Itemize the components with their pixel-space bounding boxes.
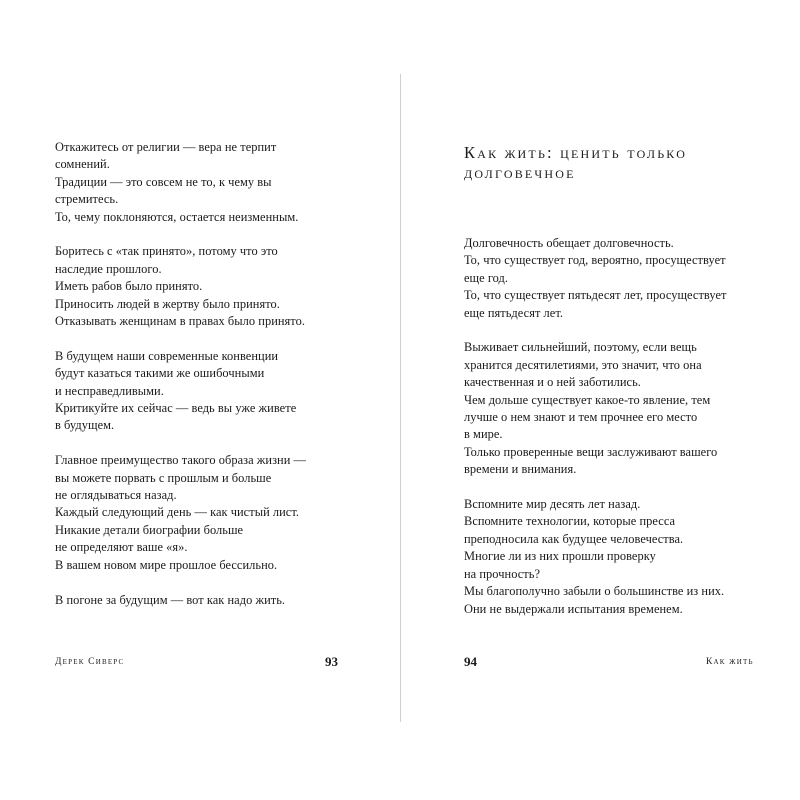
- right-page-body: [464, 235, 764, 618]
- chapter-title-line: долговечное: [464, 163, 576, 182]
- left-page-body: [55, 139, 355, 609]
- text-line: Чем дольше существует какое-то явление, тем: [464, 392, 711, 407]
- paragraph: [464, 235, 764, 322]
- text-line: хранится десятилетиями, это значит, что она: [464, 357, 702, 372]
- text-line: вы можете порвать с прошлым и больше: [55, 470, 272, 485]
- text-line: Вспомните мир десять лет назад.: [464, 497, 641, 512]
- paragraph: [55, 139, 355, 226]
- text-line: будут казаться такими же ошибочными: [55, 366, 265, 381]
- text-line: в будущем.: [55, 418, 115, 433]
- text-line: Только проверенные вещи заслуживают вашего: [464, 444, 718, 459]
- text-line: качественная и о ней заботились.: [464, 375, 641, 390]
- text-line: В будущем наши современные конвенции: [55, 348, 279, 363]
- chapter-title-line: Как жить: ценить только: [464, 143, 688, 162]
- text-line: То, что существует пятьдесят лет, просуществует: [464, 288, 727, 303]
- text-line: В погоне за будущим — вот как надо жить.: [55, 592, 286, 607]
- text-line: То, чему поклоняются, остается неизменным.: [55, 209, 299, 224]
- paragraph: [55, 592, 355, 609]
- text-line: Отказывать женщинам в правах было принято.: [55, 314, 306, 329]
- page-number-right: 94: [464, 654, 477, 669]
- text-line: Боритесь с «так принято», потому что это: [55, 244, 278, 259]
- text-line: преподносила как будущее человечества.: [464, 531, 684, 546]
- text-line: еще пятьдесят лет.: [464, 305, 564, 320]
- paragraph: [464, 339, 764, 478]
- text-line: Главное преимущество такого образа жизни —: [55, 453, 306, 468]
- text-line: на прочность?: [464, 566, 541, 581]
- text-line: не определяют ваше «я».: [55, 540, 188, 555]
- text-line: Приносить людей в жертву было принято.: [55, 296, 280, 311]
- text-line: То, что существует год, вероятно, просуществует: [464, 253, 726, 268]
- text-line: Традиции — это совсем не то, к чему вы: [55, 174, 272, 189]
- text-line: времени и внимания.: [464, 462, 577, 477]
- text-line: сомнений.: [55, 157, 110, 172]
- text-line: Критикуйте их сейчас — ведь вы уже живете: [55, 401, 297, 416]
- text-line: стремитесь.: [55, 192, 119, 207]
- paragraph: [464, 496, 764, 618]
- text-line: Мы благополучно забыли о большинстве из них.: [464, 584, 725, 599]
- right-page: [400, 0, 800, 800]
- running-head-title: Как жить: [706, 657, 754, 667]
- chapter-title: [464, 143, 764, 183]
- text-line: Каждый следующий день — как чистый лист.: [55, 505, 300, 520]
- paragraph: [55, 243, 355, 330]
- text-line: в мире.: [464, 427, 503, 442]
- text-line: и несправедливыми.: [55, 383, 164, 398]
- running-head-author: Дерек Сиверс: [55, 657, 125, 667]
- text-line: В вашем новом мире прошлое бессильно.: [55, 557, 278, 572]
- text-line: лучше о нем знают и тем прочнее его место: [464, 410, 698, 425]
- paragraph: [55, 348, 355, 435]
- page-number-left: 93: [325, 654, 338, 669]
- text-line: Выживает сильнейший, поэтому, если вещь: [464, 340, 697, 355]
- text-line: не оглядываться назад.: [55, 488, 177, 503]
- text-line: Никакие детали биографии больше: [55, 522, 244, 537]
- text-line: Многие ли из них прошли проверку: [464, 549, 656, 564]
- text-line: Долговечность обещает долговечность.: [464, 236, 674, 250]
- text-line: Иметь рабов было принято.: [55, 279, 203, 294]
- paragraph: [55, 452, 355, 574]
- text-line: Откажитесь от религии — вера не терпит: [55, 140, 277, 154]
- text-line: Они не выдержали испытания временем.: [464, 601, 683, 616]
- text-line: наследие прошлого.: [55, 261, 162, 276]
- text-line: Вспомните технологии, которые пресса: [464, 514, 676, 529]
- text-line: еще год.: [464, 270, 509, 285]
